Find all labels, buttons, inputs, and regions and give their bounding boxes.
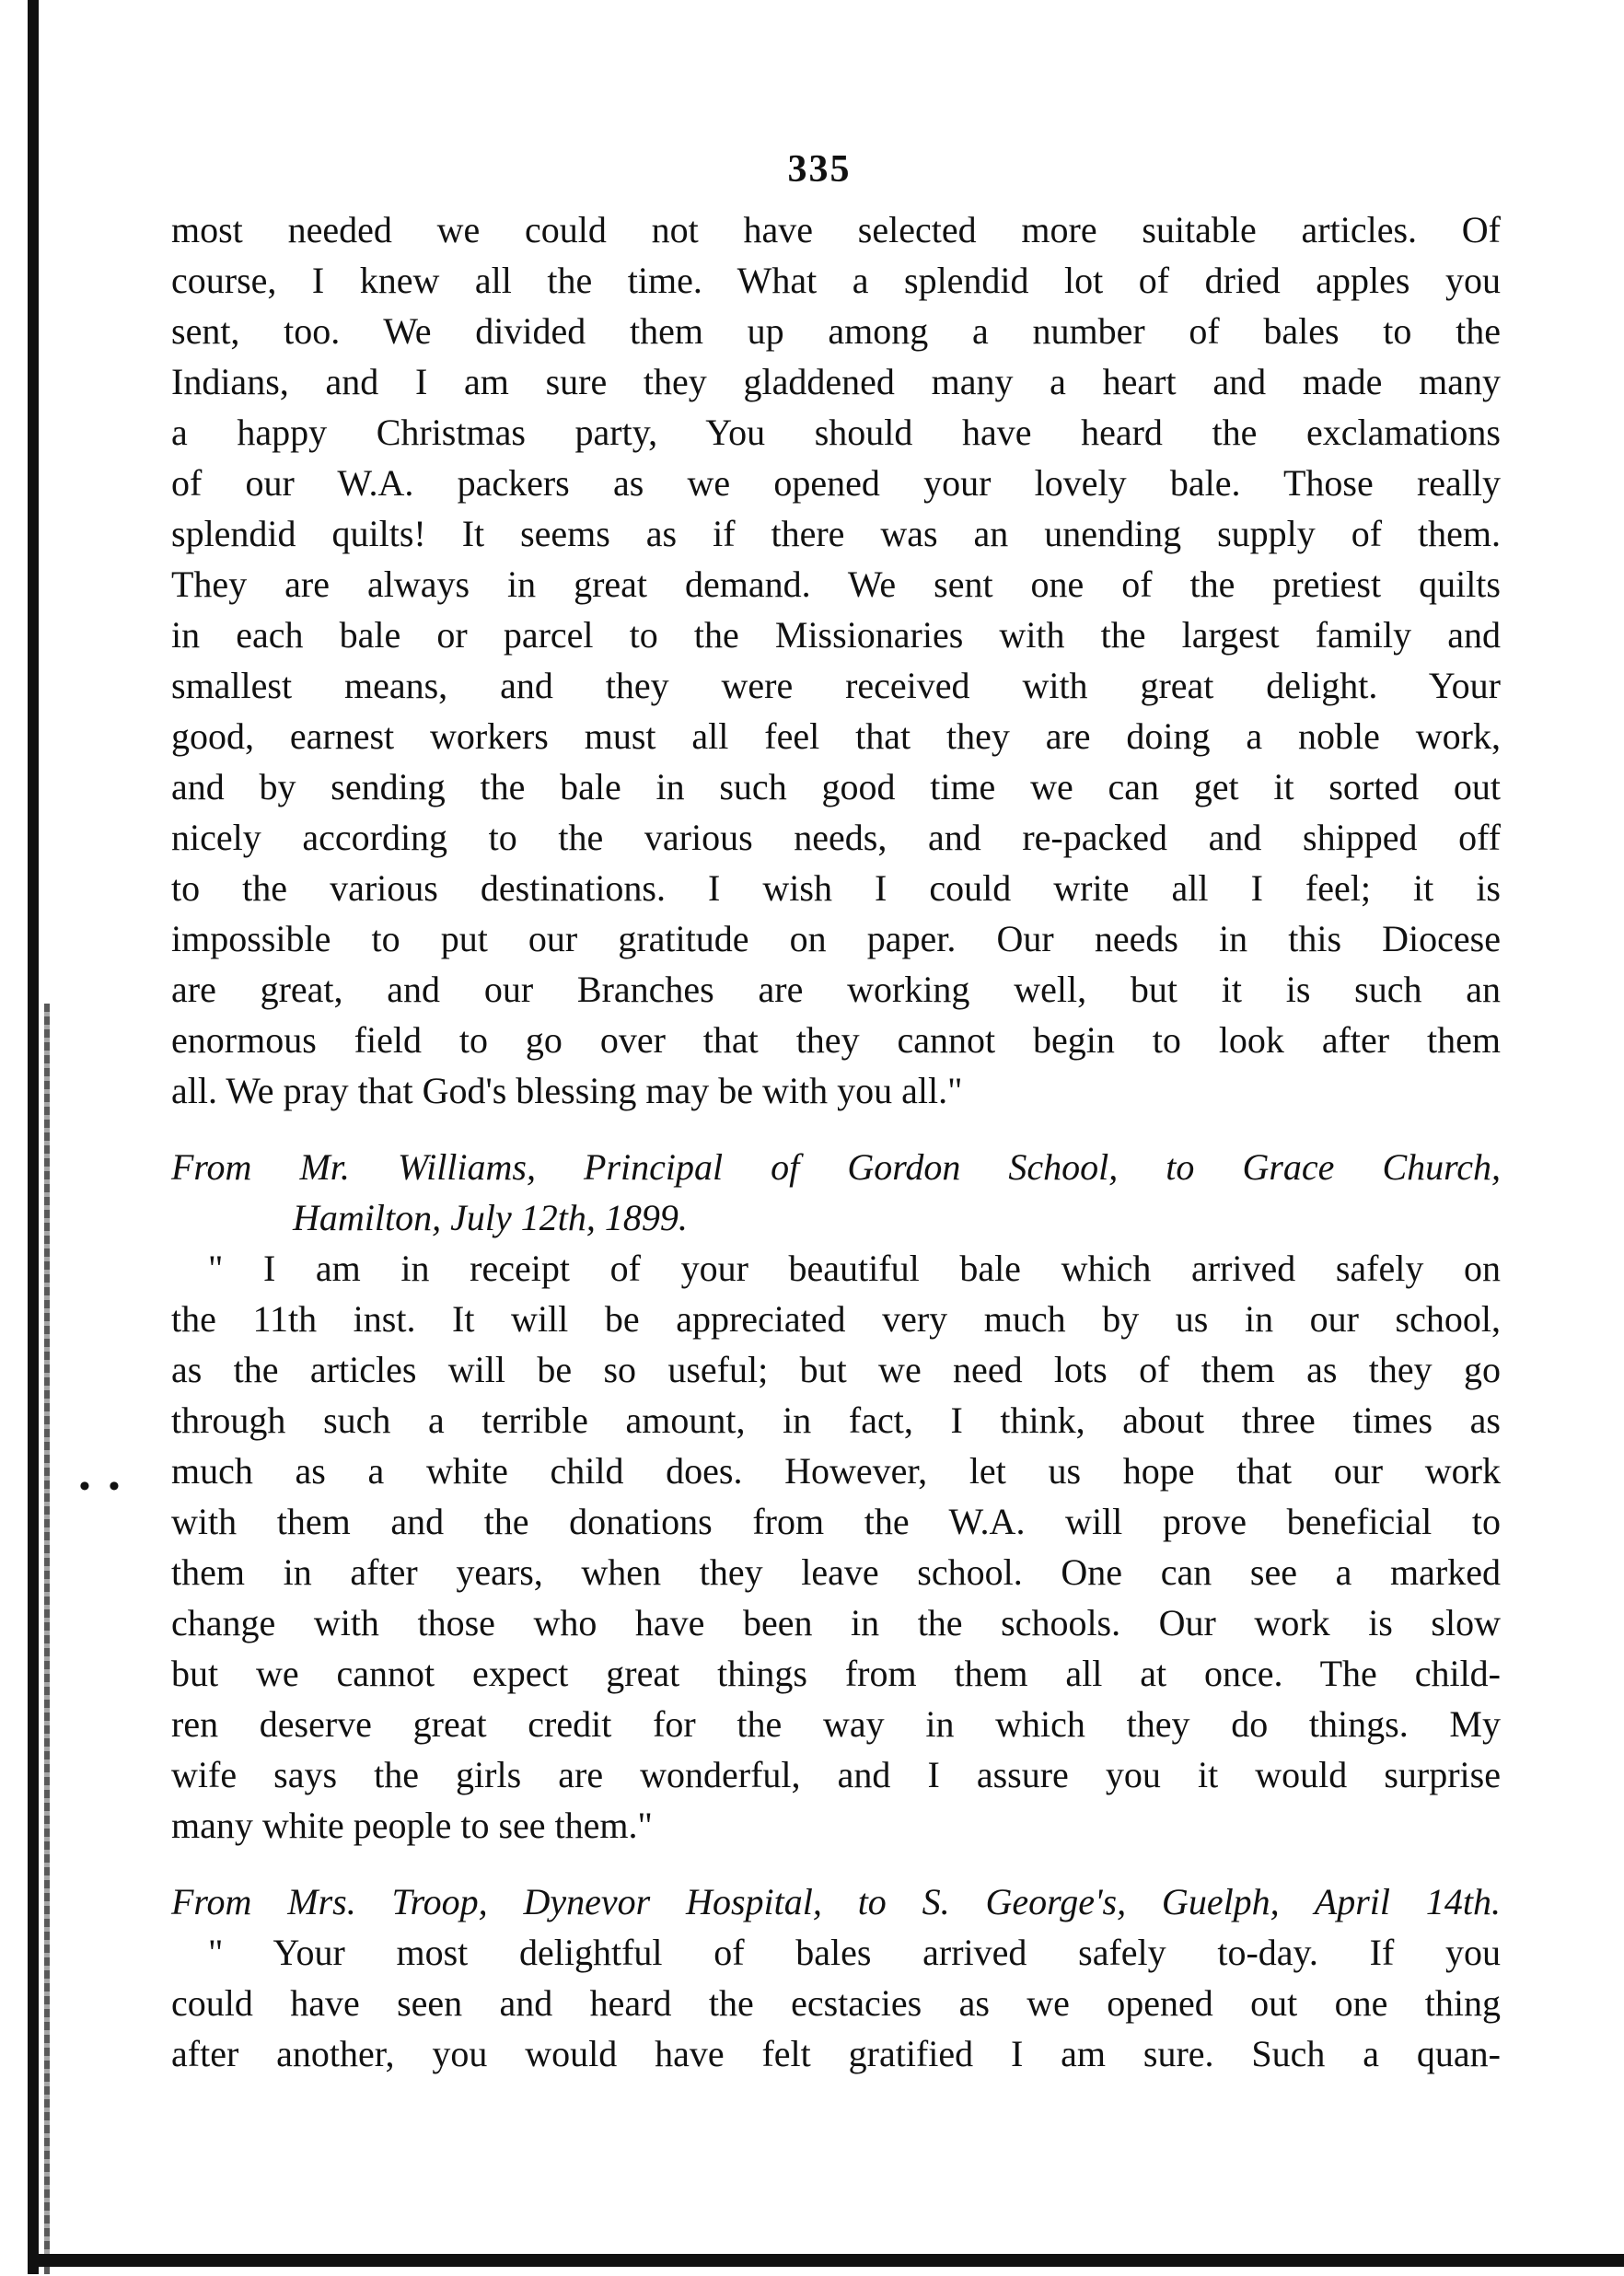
letter-1-body	[171, 204, 1501, 1116]
letter-3	[171, 1876, 1501, 2079]
text-line: good, earnest workers must all feel that they are doing a noble work,	[171, 715, 1501, 757]
letter-heading: From Mrs. Troop, Dynevor Hospital, to S. George's, Guelph, April 14th.	[171, 1881, 1501, 1922]
text-line: impossible to put our gratitude on paper. Our needs in this Diocese	[171, 918, 1501, 959]
text-line: They are always in great demand. We sent one of the pretiest quilts	[171, 563, 1501, 605]
text-line: as the articles will be so useful; but we need lots of them as they go	[171, 1349, 1501, 1390]
text-line: smallest means, and they were received with great delight. Your	[171, 665, 1501, 706]
letter-heading-continued: Hamilton, July 12th, 1899.	[293, 1197, 688, 1238]
text-line: course, I knew all the time. What a splendid lot of dried apples you	[171, 260, 1501, 301]
page-number: 335	[787, 148, 852, 191]
margin-mark-icon: •	[79, 1469, 90, 1504]
text-line: of our W.A. packers as we opened your lovely bale. Those really	[171, 462, 1501, 504]
text-line: Indians, and I am sure they gladdened many a heart and made many	[171, 361, 1501, 402]
text-line: them in after years, when they leave school. One can see a marked	[171, 1551, 1501, 1593]
text-line: " Your most delightful of bales arrived safely to-day. If you	[208, 1932, 1501, 1973]
text-line: with them and the donations from the W.A. will prove beneficial to	[171, 1501, 1501, 1542]
text-line: much as a white child does. However, let us hope that our work	[171, 1450, 1501, 1492]
text-line: and by sending the bale in such good time we can get it sorted out	[171, 766, 1501, 807]
text-line: splendid quilts! It seems as if there was an unending supply of them.	[171, 513, 1501, 554]
text-line: sent, too. We divided them up among a number of bales to the	[171, 310, 1501, 352]
text-line: to the various destinations. I wish I could write all I feel; it is	[171, 867, 1501, 909]
letter-heading: From Mr. Williams, Principal of Gordon School, to Grace Church,	[171, 1146, 1501, 1188]
text-line: but we cannot expect great things from them all at once. The child-	[171, 1653, 1501, 1694]
text-line: nicely according to the various needs, and re-packed and shipped off	[171, 817, 1501, 858]
left-binding-shadow	[44, 1004, 50, 2274]
text-line: wife says the girls are wonderful, and I assure you it would surprise	[171, 1754, 1501, 1795]
text-line: most needed we could not have selected more suitable articles. Of	[171, 209, 1501, 250]
text-line: could have seen and heard the ecstacies as we opened out one thing	[171, 1982, 1501, 2024]
letter-2	[171, 1142, 1501, 1851]
text-line: are great, and our Branches are working well, but it is such an	[171, 969, 1501, 1010]
text-line: in each bale or parcel to the Missionaries with the largest family and	[171, 614, 1501, 656]
bottom-edge-bar	[28, 2254, 1624, 2267]
text-line: enormous field to go over that they cannot begin to look after them	[171, 1019, 1501, 1061]
text-line: " I am in receipt of your beautiful bale which arrived safely on	[208, 1248, 1501, 1289]
text-line: the 11th inst. It will be appreciated very much by us in our school,	[171, 1298, 1501, 1340]
text-line: a happy Christmas party, You should have heard the exclamations	[171, 412, 1501, 453]
text-line: ren deserve great credit for the way in which they do things. My	[171, 1703, 1501, 1745]
margin-mark-icon: •	[109, 1469, 120, 1504]
text-line: all. We pray that God's blessing may be with you all."	[171, 1070, 963, 1111]
text-line: many white people to see them."	[171, 1805, 653, 1846]
text-line: after another, you would have felt gratified I am sure. Such a quan-	[171, 2033, 1501, 2074]
text-line: through such a terrible amount, in fact, I think, about three times as	[171, 1399, 1501, 1441]
text-line: change with those who have been in the schools. Our work is slow	[171, 1602, 1501, 1643]
left-binding-edge	[28, 0, 39, 2274]
page-body	[171, 204, 1501, 2079]
